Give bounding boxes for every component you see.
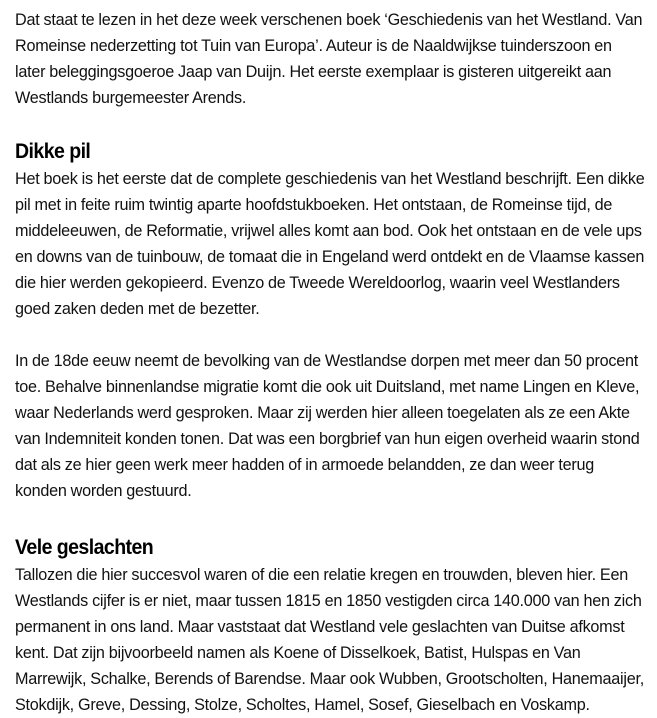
paragraph-book-overview: Het boek is het eerste dat de complete geschiedenis van het Westland beschrijft. Een dikke pil met in feite ruim twintig aparte hoofdstukboeken. Het ontstaan, de Romeinse tijd, de middeleeuwen, de Reformatie, vrijwel alles komt aan bod. Ook het ontstaan en de vele ups en downs van de tuinbouw, de tomaat die in Engeland werd ontdekt en de Vlaamse kassen die hier werden gekopieerd. Evenzo de Tweede Wereldoorlog, waarin veel Westlanders goed zaken deden met de bezetter. [15,170,645,318]
intro-paragraph: Dat staat te lezen in het deze week verschenen boek ‘Geschiedenis van het Westland. Van Romeinse nederzetting tot Tuin van Europa’. Auteur is de Naaldwijkse tuinderszoon en later beleggingsgoeroe Jaap van Duijn. Het eerste exemplaar is gisteren uitgereikt aan Westlands burgemeester Arends. [15,11,643,107]
paragraph-german-families: Tallozen die hier succesvol waren of die een relatie kregen en trouwden, bleven hier. Een Westlands cijfer is er niet, maar tussen 1815 en 1850 vestigden circa 140.000 van hen zich permanent in ons land. Maar vaststaat dat Westland vele geslachten van Duitse afkomst kent. Dat zijn bijvoorbeeld namen als Koene of Disselkoek, Batist, Hulspas en Van Marrewijk, Schalke, Berends of Barendse. Maar ook Wubben, Grootscholten, Hanemaaijer, Stokdijk, Greve, Dessing, Stolze, Scholtes, Hamel, Sosef, Gieselbach en Voskamp. [15,566,644,714]
section-heading-vele-geslachten: Vele geslachten [15,536,154,559]
section-heading-dikke-pil: Dikke pil [15,140,91,163]
paragraph-18th-century-migration: In de 18de eeuw neemt de bevolking van de Westlandse dorpen met meer dan 50 procent toe. Behalve binnenlandse migratie komt die ook uit Duitsland, met name Lingen en Kleve, waar Nederlands werd gesproken. Maar zij werden hier alleen toegelaten als ze een Akte van Indemniteit konden tonen. Dat was een borgbrief van hun eigen overheid waarin stond dat als ze hier geen werk meer hadden of in armoede belandden, ze dan weer terug konden worden gestuurd. [15,352,640,500]
